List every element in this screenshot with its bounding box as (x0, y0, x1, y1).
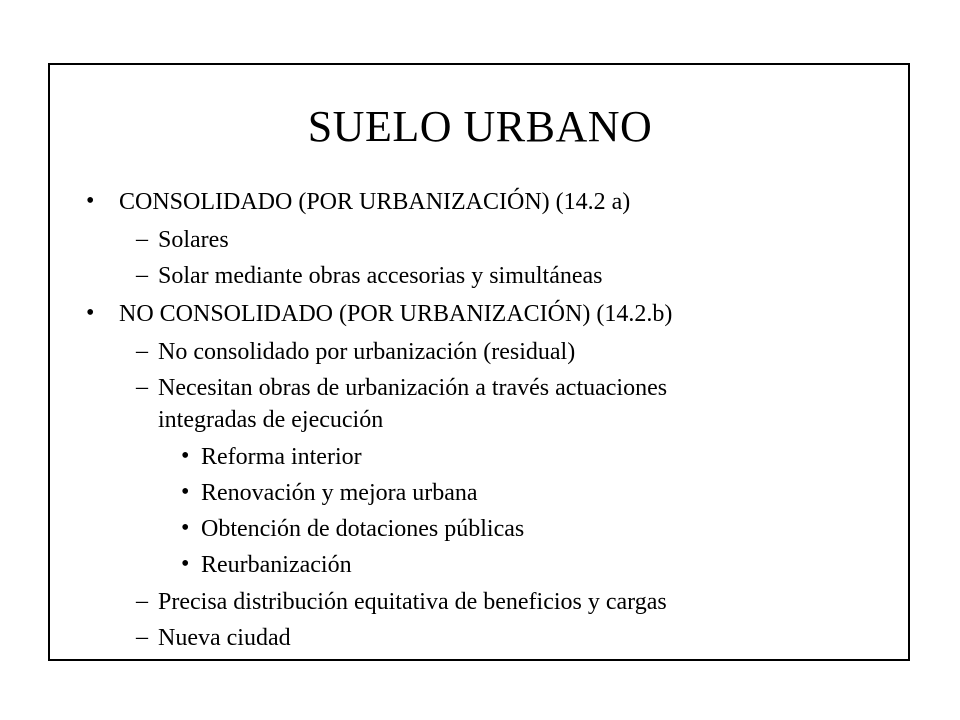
bullet-marker: • (86, 188, 95, 214)
bullet-marker: • (181, 515, 190, 541)
subsubitem-text: Obtención de dotaciones públicas (201, 516, 525, 542)
dash-marker: – (136, 226, 148, 252)
dash-marker: – (136, 588, 148, 614)
bullet-marker: • (181, 551, 190, 577)
bullet-marker: • (86, 300, 95, 326)
subitem-text: Precisa distribución equitativa de beneficios y cargas (158, 589, 667, 615)
bullet-marker: • (181, 479, 190, 505)
dash-marker: – (136, 624, 148, 650)
subsubitem-text: Renovación y mejora urbana (201, 480, 478, 506)
subitem-text: Solares (158, 227, 229, 253)
dash-marker: – (136, 262, 148, 288)
bullet-marker: • (181, 443, 190, 469)
subsubitem-text: Reforma interior (201, 444, 362, 470)
subitem-text: No consolidado por urbanización (residual) (158, 339, 576, 365)
subitem-text-continuation: integradas de ejecución (158, 407, 384, 433)
bullet-text: NO CONSOLIDADO (POR URBANIZACIÓN) (14.2.b) (119, 301, 673, 327)
slide-title: SUELO URBANO (307, 102, 653, 151)
dash-marker: – (136, 374, 148, 400)
subitem-text: Nueva ciudad (158, 625, 291, 651)
subitem-text: Solar mediante obras accesorias y simultáneas (158, 263, 603, 289)
subsubitem-text: Reurbanización (201, 552, 352, 578)
dash-marker: – (136, 338, 148, 364)
subitem-text: Necesitan obras de urbanización a través actuaciones (158, 375, 668, 401)
bullet-text: CONSOLIDADO (POR URBANIZACIÓN) (14.2 a) (119, 189, 631, 215)
